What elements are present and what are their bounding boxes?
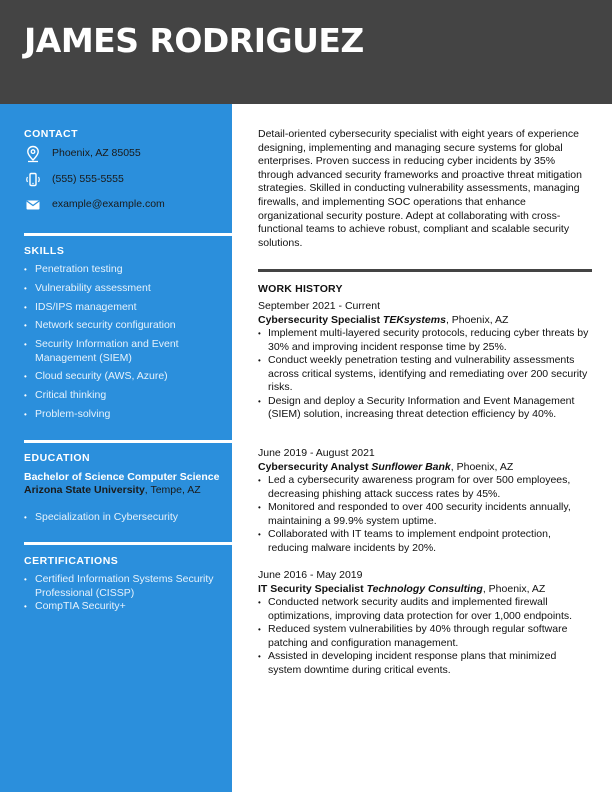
sidebar-divider <box>24 233 232 236</box>
job-location: , Phoenix, AZ <box>482 582 546 595</box>
location-pin-icon <box>24 145 42 163</box>
job-dates: June 2016 - May 2019 <box>258 569 363 581</box>
job-bullets <box>258 327 592 422</box>
sidebar-divider <box>24 440 232 443</box>
education-heading: EDUCATION <box>24 452 91 464</box>
job-title: Cybersecurity Analyst <box>258 460 369 473</box>
job-bullets <box>258 474 592 555</box>
certifications-list <box>24 573 224 614</box>
job-bullet: • Led a cybersecurity awareness program for over 500 employees, decreasing phishing attack success rates by 45%. <box>258 474 592 501</box>
skill-item: • Penetration testing <box>24 263 224 277</box>
company-name: Sunflower Bank <box>371 460 451 473</box>
certification-item: • CompTIA Security+ <box>24 600 224 614</box>
contact-phone <box>24 171 224 189</box>
job-bullet: • Collaborated with IT teams to implement endpoint protection, reducing malware incidents by 20%. <box>258 528 592 555</box>
skill-item: • Cloud security (AWS, Azure) <box>24 370 224 384</box>
job-role <box>258 314 592 328</box>
job-bullets <box>258 596 592 677</box>
phone-text: (555) 555-5555 <box>52 173 124 185</box>
contact-email <box>24 196 224 214</box>
job-bullet: • Design and deploy a Security Information and Event Management (SIEM) solution, increasing threat detection efficiency by 40%. <box>258 395 592 422</box>
phone-icon <box>24 171 42 189</box>
skill-item: • Vulnerability assessment <box>24 282 224 296</box>
company-name: TEKsystems <box>382 313 446 326</box>
skills-list <box>24 263 224 427</box>
school-name: Arizona State University <box>24 484 145 496</box>
job-entry <box>258 300 592 422</box>
school-line <box>24 484 224 497</box>
contact-location <box>24 145 224 163</box>
job-bullet: • Implement multi-layered security protocols, reducing cyber threats by 30% and improving incident response time by 25%. <box>258 327 592 354</box>
job-location: , Phoenix, AZ <box>445 313 509 326</box>
school-location: , Tempe, AZ <box>144 484 201 496</box>
section-divider <box>258 269 592 272</box>
skill-item: • Problem-solving <box>24 408 224 422</box>
education-details <box>24 511 224 525</box>
sidebar-divider <box>24 542 232 545</box>
envelope-icon <box>24 196 42 214</box>
resume-header <box>0 0 612 104</box>
job-bullet: • Conduct weekly penetration testing and vulnerability assessments across critical systems, identifying and remediating over 200 security risks. <box>258 354 592 395</box>
degree: Bachelor of Science Computer Science <box>24 471 220 483</box>
job-title: IT Security Specialist <box>258 582 364 595</box>
education-entry <box>24 471 224 497</box>
job-location: , Phoenix, AZ <box>450 460 514 473</box>
job-title: Cybersecurity Specialist <box>258 313 380 326</box>
certifications-heading: CERTIFICATIONS <box>24 555 119 567</box>
skill-item: • Security Information and Event Management (SIEM) <box>24 338 224 365</box>
skill-item: • IDS/IPS management <box>24 301 224 315</box>
company-name: Technology Consulting <box>366 582 483 595</box>
skills-heading: SKILLS <box>24 245 65 257</box>
job-entry <box>258 569 592 677</box>
candidate-name: JAMES RODRIGUEZ <box>24 21 364 60</box>
certification-item: • Certified Information Systems Security Professional (CISSP) <box>24 573 224 600</box>
job-role <box>258 461 592 475</box>
job-bullet: • Conducted network security audits and implemented firewall optimizations, improving data protection for over 1,000 endpoints. <box>258 596 592 623</box>
professional-summary: Detail-oriented cybersecurity specialist with eight years of experience designing, implementing and managing secure systems for global enterprises. Proven success in reducing cyber incidents by 35% through advanced security frameworks and proactive threat mitigation strategies. Skilled in conducting vulnerability assessments, managing firewalls, and implementing SOC operations that enhance organizational security posture. Adept at collaborating with cross-functional teams to achieve robust, compliant and scalable security solutions. <box>258 128 582 249</box>
education-detail-item: • Specialization in Cybersecurity <box>24 511 224 525</box>
job-role <box>258 583 592 597</box>
job-bullet: • Assisted in developing incident response plans that minimized system downtime during critical events. <box>258 650 592 677</box>
job-dates: September 2021 - Current <box>258 300 380 312</box>
job-dates: June 2019 - August 2021 <box>258 447 375 459</box>
location-text: Phoenix, AZ 85055 <box>52 147 141 159</box>
contact-heading: CONTACT <box>24 128 79 140</box>
job-bullet: • Monitored and responded to over 400 security incidents annually, maintaining a 99.9% system uptime. <box>258 501 592 528</box>
skill-item: • Critical thinking <box>24 389 224 403</box>
email-text: example@example.com <box>52 198 165 210</box>
job-entry <box>258 447 592 555</box>
skill-item: • Network security configuration <box>24 319 224 333</box>
job-bullet: • Reduced system vulnerabilities by 40% through regular software patching and configuration management. <box>258 623 592 650</box>
work-history-heading: WORK HISTORY <box>258 283 343 295</box>
